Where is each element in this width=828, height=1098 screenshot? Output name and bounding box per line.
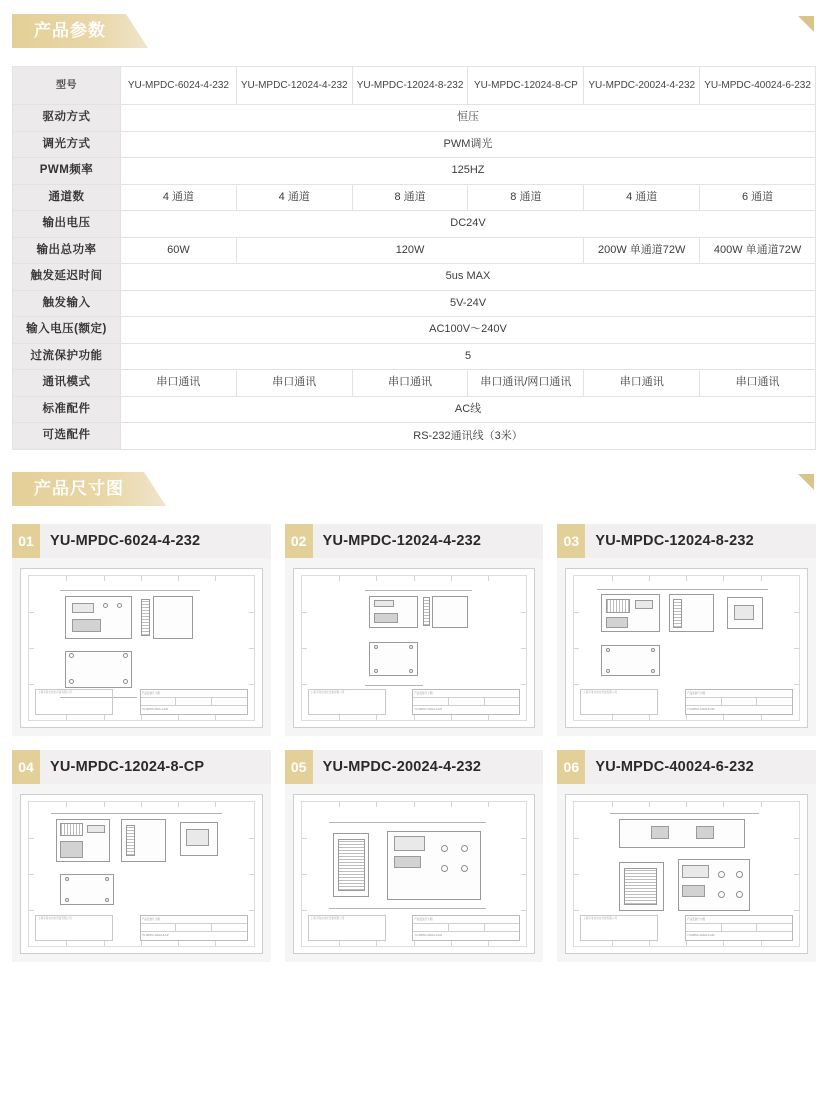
frame-tick bbox=[574, 612, 579, 613]
frame-tick bbox=[302, 648, 307, 649]
frame-tick bbox=[574, 838, 579, 839]
drawing-field bbox=[686, 698, 722, 705]
table-row-header: 通讯模式 bbox=[13, 370, 121, 397]
table-cell: 5 bbox=[121, 343, 816, 370]
table-cell: YU-MPDC-12024-8-CP bbox=[468, 67, 584, 105]
dimension-drawing bbox=[12, 784, 271, 962]
drawing-field bbox=[413, 924, 449, 931]
drawing-shape bbox=[51, 813, 222, 814]
dimension-card-title: YU-MPDC-40024-6-232 bbox=[595, 758, 754, 775]
frame-tick bbox=[521, 874, 526, 875]
frame-tick bbox=[649, 941, 650, 946]
dimension-card-number: 05 bbox=[285, 750, 313, 784]
table-row-header: 可选配件 bbox=[13, 423, 121, 450]
frame-tick bbox=[141, 715, 142, 720]
dimension-card-title: YU-MPDC-12024-8-232 bbox=[595, 532, 754, 549]
drawing-shape bbox=[374, 613, 399, 623]
drawing-field bbox=[176, 924, 212, 931]
document-page bbox=[0, 14, 828, 976]
frame-tick bbox=[414, 576, 415, 581]
frame-tick bbox=[574, 910, 579, 911]
table-cell: AC100V～240V bbox=[121, 317, 816, 344]
frame-tick bbox=[723, 802, 724, 807]
drawing-frame bbox=[573, 801, 800, 947]
specification-table-body bbox=[13, 67, 816, 450]
frame-tick bbox=[414, 941, 415, 946]
drawing-shape bbox=[606, 617, 628, 627]
frame-tick bbox=[521, 838, 526, 839]
table-row bbox=[13, 67, 816, 105]
frame-tick bbox=[686, 802, 687, 807]
drawing-shape bbox=[696, 826, 714, 839]
drawing-shape bbox=[718, 871, 725, 878]
frame-tick bbox=[488, 941, 489, 946]
frame-tick bbox=[612, 576, 613, 581]
frame-tick bbox=[104, 941, 105, 946]
frame-tick bbox=[723, 941, 724, 946]
drawing-shape bbox=[374, 645, 378, 649]
drawing-shape bbox=[60, 823, 82, 836]
dimension-card-header bbox=[557, 750, 816, 784]
table-row-header: 标准配件 bbox=[13, 396, 121, 423]
drawing-field bbox=[485, 698, 520, 705]
frame-tick bbox=[302, 684, 307, 685]
frame-tick bbox=[488, 802, 489, 807]
drawing-shape bbox=[186, 829, 208, 846]
drawing-shape bbox=[441, 845, 448, 852]
drawing-shape bbox=[329, 822, 486, 823]
frame-tick bbox=[376, 576, 377, 581]
drawing-field bbox=[757, 698, 792, 705]
drawing-shape bbox=[651, 826, 669, 839]
drawing-shape bbox=[651, 648, 655, 652]
drawing-shape bbox=[394, 856, 421, 868]
dimension-card bbox=[12, 750, 271, 962]
table-cell: 400W 单通道72W bbox=[700, 237, 816, 264]
dimension-card-header bbox=[285, 524, 544, 558]
table-row-header: 驱动方式 bbox=[13, 105, 121, 132]
frame-tick bbox=[686, 715, 687, 720]
drawing-shape bbox=[606, 599, 631, 613]
drawing-title-block bbox=[412, 915, 520, 941]
frame-tick bbox=[376, 715, 377, 720]
frame-tick bbox=[29, 838, 34, 839]
drawing-shape bbox=[461, 845, 468, 852]
drawing-shape bbox=[141, 599, 150, 636]
table-cell: 串口通讯/网口通讯 bbox=[468, 370, 584, 397]
frame-tick bbox=[414, 715, 415, 720]
frame-tick bbox=[66, 715, 67, 720]
frame-tick bbox=[339, 576, 340, 581]
frame-tick bbox=[249, 648, 254, 649]
frame-tick bbox=[141, 941, 142, 946]
drawing-company-label: 上海宇度自动化设备有限公司 bbox=[35, 689, 113, 715]
drawing-frame bbox=[28, 575, 255, 721]
table-cell: 120W bbox=[236, 237, 583, 264]
table-cell: 5V-24V bbox=[121, 290, 816, 317]
dimension-card bbox=[557, 524, 816, 736]
frame-tick bbox=[794, 838, 799, 839]
drawing-field bbox=[485, 924, 520, 931]
table-row bbox=[13, 184, 816, 211]
frame-tick bbox=[249, 612, 254, 613]
drawing-caption: 产品安装尺寸图 bbox=[414, 692, 433, 696]
frame-tick bbox=[249, 838, 254, 839]
drawing-caption: 产品安装尺寸图 bbox=[414, 918, 433, 922]
dimension-card-header bbox=[12, 750, 271, 784]
dimension-drawing bbox=[557, 558, 816, 736]
table-row bbox=[13, 264, 816, 291]
table-cell: 串口通讯 bbox=[700, 370, 816, 397]
table-row-header: 输出总功率 bbox=[13, 237, 121, 264]
drawing-shape bbox=[374, 600, 394, 607]
drawing-shape bbox=[597, 589, 768, 590]
dimension-drawing bbox=[285, 558, 544, 736]
frame-tick bbox=[451, 941, 452, 946]
drawing-shape bbox=[338, 839, 365, 891]
drawing-shape bbox=[60, 590, 199, 591]
table-row-header: 通道数 bbox=[13, 184, 121, 211]
table-cell: 串口通讯 bbox=[236, 370, 352, 397]
drawing-caption: 产品安装尺寸图 bbox=[686, 918, 706, 922]
drawing-field bbox=[141, 698, 177, 705]
drawing-sheet bbox=[20, 568, 263, 728]
drawing-shape bbox=[635, 600, 653, 609]
table-cell: PWM调光 bbox=[121, 131, 816, 158]
drawing-company-label: 上海宇度自动化设备有限公司 bbox=[580, 689, 658, 715]
dimension-drawing bbox=[557, 784, 816, 962]
table-cell: 60W bbox=[121, 237, 237, 264]
frame-tick bbox=[574, 874, 579, 875]
drawing-company-label: 上海宇度自动化设备有限公司 bbox=[308, 915, 386, 941]
dimension-card-number: 04 bbox=[12, 750, 40, 784]
drawing-shape bbox=[432, 596, 468, 628]
drawing-frame bbox=[28, 801, 255, 947]
frame-tick bbox=[612, 941, 613, 946]
drawing-shape bbox=[365, 590, 473, 591]
drawing-company-label: 上海宇度自动化设备有限公司 bbox=[580, 915, 658, 941]
drawing-model-code: YU-MPDC-12024-8-232 bbox=[686, 708, 715, 712]
table-row bbox=[13, 211, 816, 238]
frame-tick bbox=[66, 941, 67, 946]
drawing-sheet bbox=[20, 794, 263, 954]
drawing-field bbox=[449, 698, 485, 705]
table-row bbox=[13, 396, 816, 423]
frame-tick bbox=[66, 802, 67, 807]
section-title-specs: 产品参数 bbox=[12, 14, 148, 48]
dimension-drawing bbox=[285, 784, 544, 962]
frame-tick bbox=[794, 910, 799, 911]
drawing-field bbox=[141, 924, 177, 931]
frame-tick bbox=[574, 684, 579, 685]
frame-tick bbox=[761, 802, 762, 807]
table-cell: YU-MPDC-20024-4-232 bbox=[584, 67, 700, 105]
drawing-shape bbox=[72, 603, 94, 613]
drawing-field bbox=[686, 924, 722, 931]
table-row bbox=[13, 317, 816, 344]
section-header-dimensions bbox=[12, 472, 816, 512]
drawing-shape bbox=[65, 877, 69, 881]
table-row-header: 型号 bbox=[13, 67, 121, 105]
table-cell: 串口通讯 bbox=[121, 370, 237, 397]
frame-tick bbox=[521, 910, 526, 911]
frame-tick bbox=[339, 802, 340, 807]
drawing-shape bbox=[126, 825, 135, 857]
specification-table bbox=[12, 66, 816, 450]
table-row-header: 调光方式 bbox=[13, 131, 121, 158]
drawing-field bbox=[722, 698, 758, 705]
frame-tick bbox=[521, 648, 526, 649]
table-cell: YU-MPDC-6024-4-232 bbox=[121, 67, 237, 105]
frame-tick bbox=[376, 802, 377, 807]
frame-tick bbox=[612, 802, 613, 807]
frame-tick bbox=[104, 715, 105, 720]
drawing-field bbox=[413, 698, 449, 705]
drawing-field bbox=[176, 698, 212, 705]
table-cell: 125HZ bbox=[121, 158, 816, 185]
drawing-shape bbox=[72, 619, 101, 632]
table-cell: 6 通道 bbox=[700, 184, 816, 211]
dimension-card-header bbox=[12, 524, 271, 558]
table-row bbox=[13, 105, 816, 132]
table-cell: 串口通讯 bbox=[352, 370, 468, 397]
drawing-caption: 产品安装尺寸图 bbox=[686, 692, 706, 696]
frame-tick bbox=[29, 648, 34, 649]
frame-tick bbox=[723, 715, 724, 720]
table-cell: 4 通道 bbox=[236, 184, 352, 211]
drawing-shape bbox=[153, 596, 193, 639]
drawing-model-code: YU-MPDC-20024-4-232 bbox=[414, 934, 443, 938]
drawing-title-block bbox=[685, 915, 793, 941]
drawing-frame bbox=[301, 575, 528, 721]
table-row-header: 触发输入 bbox=[13, 290, 121, 317]
drawing-shape bbox=[87, 825, 105, 834]
frame-tick bbox=[761, 576, 762, 581]
table-cell: 5us MAX bbox=[121, 264, 816, 291]
frame-tick bbox=[302, 612, 307, 613]
frame-tick bbox=[339, 715, 340, 720]
dimension-card-header bbox=[285, 750, 544, 784]
table-row-header: 过流保护功能 bbox=[13, 343, 121, 370]
frame-tick bbox=[29, 612, 34, 613]
section-title-dimensions: 产品尺寸图 bbox=[12, 472, 166, 506]
table-cell: YU-MPDC-40024-6-232 bbox=[700, 67, 816, 105]
frame-tick bbox=[249, 684, 254, 685]
frame-tick bbox=[249, 874, 254, 875]
frame-tick bbox=[521, 684, 526, 685]
table-row bbox=[13, 370, 816, 397]
drawing-frame bbox=[573, 575, 800, 721]
frame-tick bbox=[649, 576, 650, 581]
drawing-field bbox=[212, 924, 247, 931]
frame-tick bbox=[178, 576, 179, 581]
drawing-shape bbox=[65, 651, 132, 688]
frame-tick bbox=[794, 874, 799, 875]
drawing-shape bbox=[329, 908, 486, 909]
frame-tick bbox=[104, 576, 105, 581]
drawing-caption: 产品安装尺寸图 bbox=[141, 918, 160, 922]
frame-tick bbox=[574, 648, 579, 649]
table-cell: YU-MPDC-12024-8-232 bbox=[352, 67, 468, 105]
frame-tick bbox=[794, 612, 799, 613]
drawing-caption: 产品安装尺寸图 bbox=[141, 692, 160, 696]
drawing-shape bbox=[60, 841, 82, 858]
table-cell: 4 通道 bbox=[121, 184, 237, 211]
drawing-shape bbox=[117, 603, 122, 608]
frame-tick bbox=[141, 802, 142, 807]
drawing-shape bbox=[682, 865, 709, 878]
frame-tick bbox=[29, 684, 34, 685]
table-cell: 4 通道 bbox=[584, 184, 700, 211]
drawing-shape bbox=[610, 813, 758, 814]
dimension-card-grid bbox=[12, 524, 816, 962]
frame-tick bbox=[451, 576, 452, 581]
drawing-model-code: YU-MPDC-6024-4-232 bbox=[141, 708, 168, 712]
frame-tick bbox=[29, 874, 34, 875]
frame-tick bbox=[178, 715, 179, 720]
drawing-title-block bbox=[685, 689, 793, 715]
frame-tick bbox=[178, 941, 179, 946]
drawing-company-label: 上海宇度自动化设备有限公司 bbox=[308, 689, 386, 715]
dimension-card-number: 01 bbox=[12, 524, 40, 558]
drawing-sheet bbox=[565, 568, 808, 728]
drawing-shape bbox=[624, 868, 658, 905]
drawing-frame bbox=[301, 801, 528, 947]
drawing-shape bbox=[718, 891, 725, 898]
frame-tick bbox=[451, 802, 452, 807]
drawing-field bbox=[449, 924, 485, 931]
drawing-shape bbox=[734, 605, 754, 621]
frame-tick bbox=[794, 648, 799, 649]
drawing-shape bbox=[374, 669, 378, 673]
drawing-shape bbox=[441, 865, 448, 872]
frame-tick bbox=[215, 576, 216, 581]
table-cell: 200W 单通道72W bbox=[584, 237, 700, 264]
drawing-company-label: 上海宇度自动化设备有限公司 bbox=[35, 915, 113, 941]
drawing-shape bbox=[736, 891, 743, 898]
frame-tick bbox=[215, 715, 216, 720]
section-header-specs bbox=[12, 14, 816, 54]
table-cell: YU-MPDC-12024-4-232 bbox=[236, 67, 352, 105]
corner-ornament-icon bbox=[798, 474, 814, 490]
frame-tick bbox=[761, 715, 762, 720]
dimension-card-title: YU-MPDC-6024-4-232 bbox=[50, 532, 201, 549]
drawing-sheet bbox=[293, 794, 536, 954]
frame-tick bbox=[104, 802, 105, 807]
frame-tick bbox=[302, 910, 307, 911]
frame-tick bbox=[686, 941, 687, 946]
frame-tick bbox=[29, 910, 34, 911]
drawing-shape bbox=[736, 871, 743, 878]
frame-tick bbox=[451, 715, 452, 720]
frame-tick bbox=[723, 576, 724, 581]
drawing-model-code: YU-MPDC-12024-4-232 bbox=[414, 708, 443, 712]
table-cell: 串口通讯 bbox=[584, 370, 700, 397]
drawing-sheet bbox=[565, 794, 808, 954]
table-cell: 恒压 bbox=[121, 105, 816, 132]
drawing-field bbox=[212, 698, 247, 705]
frame-tick bbox=[178, 802, 179, 807]
frame-tick bbox=[141, 576, 142, 581]
table-row-header: 触发延迟时间 bbox=[13, 264, 121, 291]
dimension-card bbox=[285, 524, 544, 736]
drawing-shape bbox=[394, 836, 425, 850]
frame-tick bbox=[521, 612, 526, 613]
drawing-title-block bbox=[140, 689, 248, 715]
table-row bbox=[13, 290, 816, 317]
table-row-header: 输入电压(额定) bbox=[13, 317, 121, 344]
drawing-field bbox=[722, 924, 758, 931]
frame-tick bbox=[649, 715, 650, 720]
table-cell: 8 通道 bbox=[468, 184, 584, 211]
frame-tick bbox=[414, 802, 415, 807]
drawing-title-block bbox=[412, 689, 520, 715]
table-row bbox=[13, 131, 816, 158]
table-row-header: PWM频率 bbox=[13, 158, 121, 185]
frame-tick bbox=[686, 576, 687, 581]
dimension-card-number: 03 bbox=[557, 524, 585, 558]
table-row bbox=[13, 423, 816, 450]
table-row bbox=[13, 237, 816, 264]
table-row bbox=[13, 158, 816, 185]
frame-tick bbox=[302, 874, 307, 875]
dimension-card bbox=[12, 524, 271, 736]
dimension-card-title: YU-MPDC-12024-4-232 bbox=[322, 532, 482, 549]
drawing-title-block bbox=[140, 915, 248, 941]
frame-tick bbox=[215, 941, 216, 946]
dimension-card-title: YU-MPDC-20024-4-232 bbox=[322, 758, 482, 775]
table-row bbox=[13, 343, 816, 370]
frame-tick bbox=[488, 715, 489, 720]
table-cell: AC线 bbox=[121, 396, 816, 423]
dimension-card-header bbox=[557, 524, 816, 558]
dimension-card-number: 02 bbox=[285, 524, 313, 558]
drawing-shape bbox=[619, 819, 745, 848]
frame-tick bbox=[215, 802, 216, 807]
frame-tick bbox=[339, 941, 340, 946]
drawing-shape bbox=[365, 685, 423, 686]
drawing-field bbox=[757, 924, 792, 931]
drawing-shape bbox=[423, 597, 430, 626]
frame-tick bbox=[612, 715, 613, 720]
frame-tick bbox=[488, 576, 489, 581]
frame-tick bbox=[66, 576, 67, 581]
drawing-shape bbox=[606, 648, 610, 652]
dimension-card bbox=[285, 750, 544, 962]
dimension-card-title: YU-MPDC-12024-8-CP bbox=[50, 758, 205, 775]
frame-tick bbox=[794, 684, 799, 685]
dimension-card bbox=[557, 750, 816, 962]
frame-tick bbox=[376, 941, 377, 946]
frame-tick bbox=[302, 838, 307, 839]
frame-tick bbox=[249, 910, 254, 911]
table-cell: DC24V bbox=[121, 211, 816, 238]
table-row-header: 输出电压 bbox=[13, 211, 121, 238]
corner-ornament-icon bbox=[798, 16, 814, 32]
table-cell: 8 通道 bbox=[352, 184, 468, 211]
table-cell: RS-232通讯线（3米） bbox=[121, 423, 816, 450]
dimension-drawing bbox=[12, 558, 271, 736]
frame-tick bbox=[649, 802, 650, 807]
drawing-model-code: YU-MPDC-12024-8-CP bbox=[141, 934, 169, 938]
dimension-card-number: 06 bbox=[557, 750, 585, 784]
drawing-shape bbox=[682, 885, 704, 897]
drawing-shape bbox=[673, 599, 682, 628]
drawing-model-code: YU-MPDC-40024-6-232 bbox=[686, 934, 715, 938]
frame-tick bbox=[761, 941, 762, 946]
drawing-sheet bbox=[293, 568, 536, 728]
